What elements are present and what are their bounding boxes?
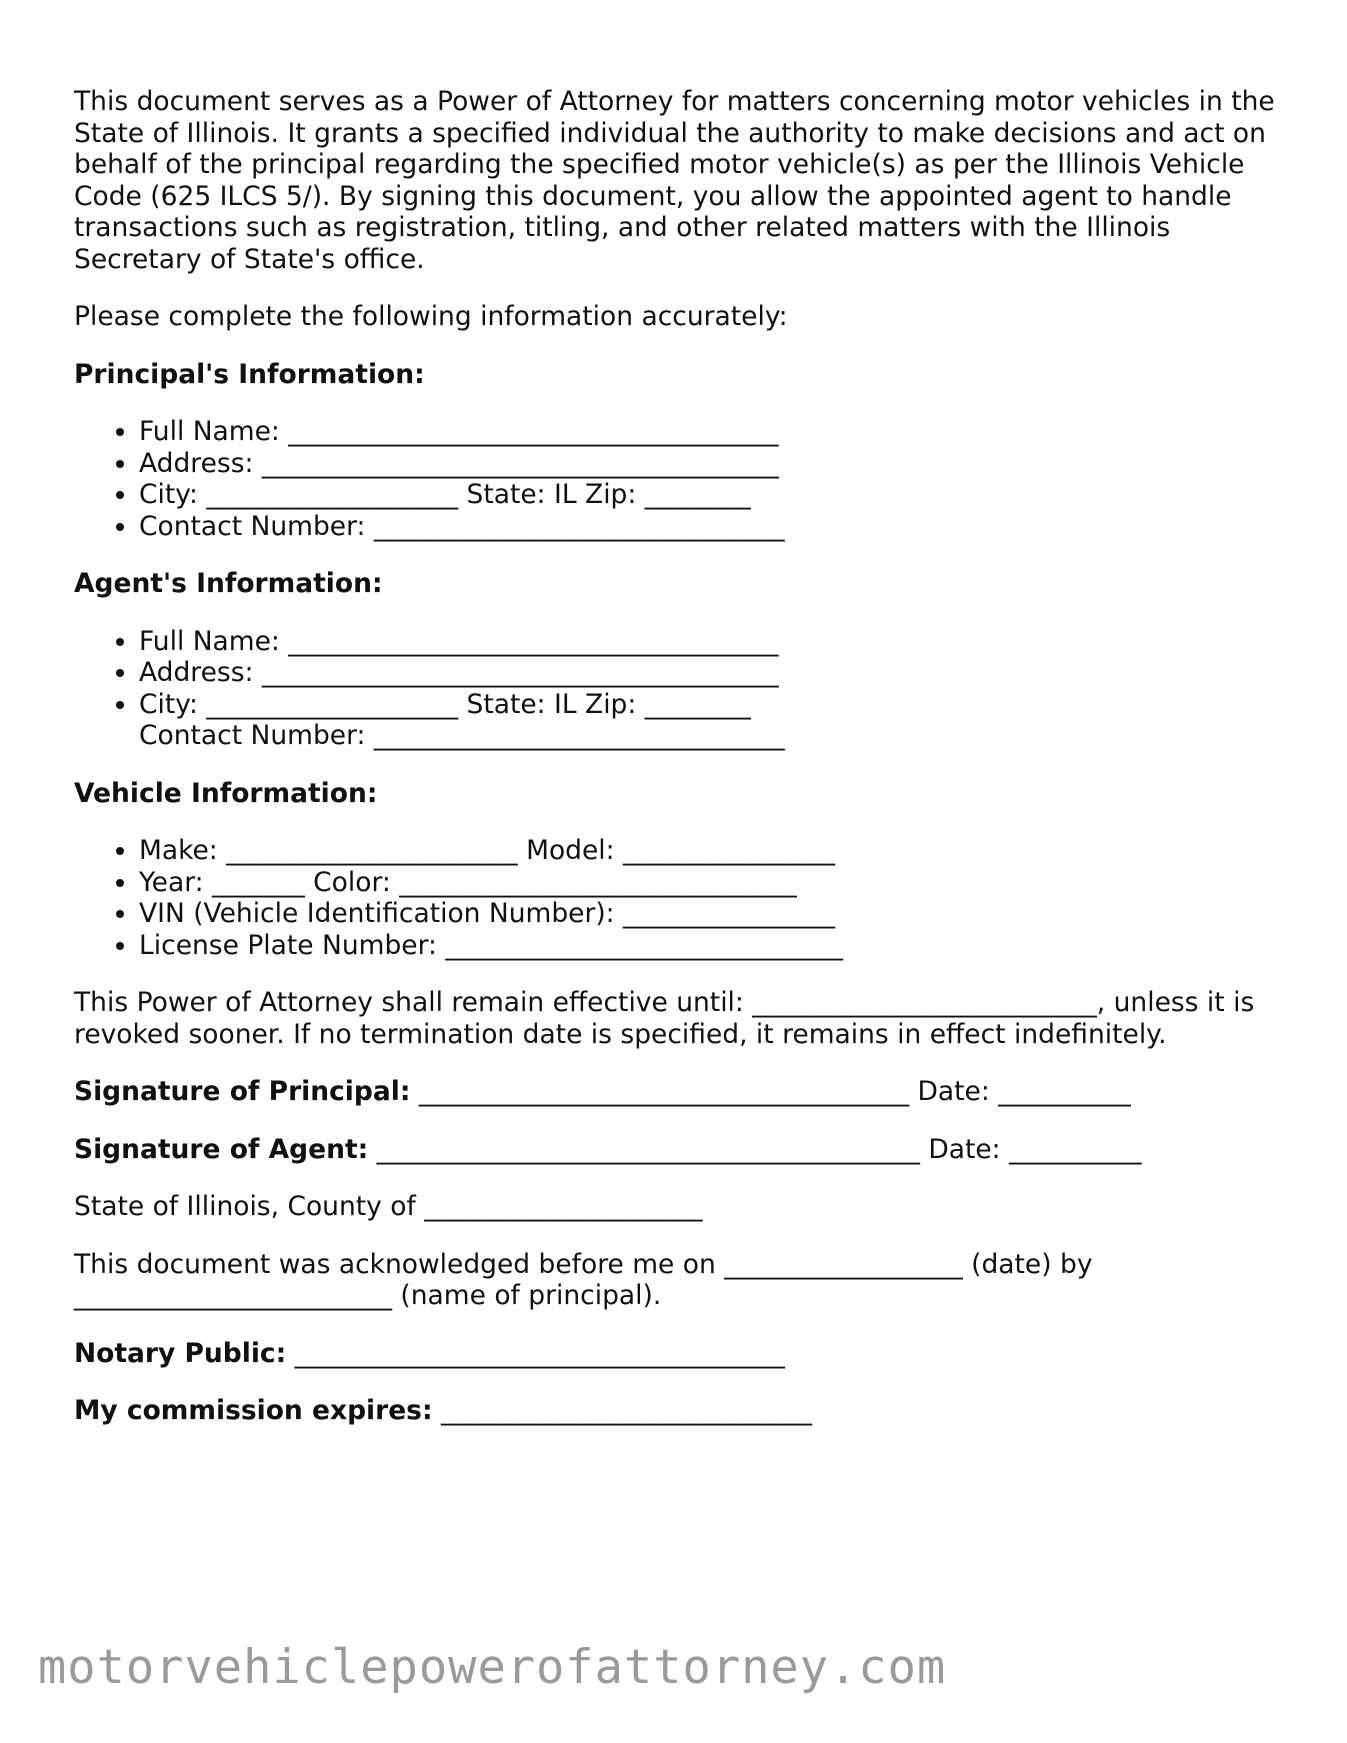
vehicle-info-list — [74, 835, 1289, 961]
agent-address-field: • Address: _______________________________________ — [139, 657, 1289, 689]
intro-paragraph: This document serves as a Power of Attorney for matters concerning motor vehicles in the State of Illinois. It grants a specified individual the authority to make decisions and act on behalf of the principal regarding the specified motor vehicle(s) as per the Illinois Vehicle Code (625 ILCS 5/). By signing this document, you allow the appointed agent to handle transactions such as registration, titling, and other related matters with the Illinois Secretary of State's office. — [74, 86, 1275, 275]
site-watermark: motorvehiclepowerofattorney.com — [38, 1640, 947, 1695]
principal-full-name-field: • Full Name: _____________________________________ — [139, 416, 1289, 448]
agent-signature-label: Signature of Agent: — [74, 1133, 369, 1165]
vehicle-heading: Vehicle Information: — [74, 777, 378, 809]
commission-label: My commission expires: — [74, 1395, 433, 1426]
commission-line — [74, 1395, 1289, 1427]
agent-signature-line — [74, 1134, 1289, 1166]
agent-signature-blank: _________________________________________ Date: __________ — [368, 1133, 1142, 1165]
principal-contact-field: • Contact Number: _______________________________ — [139, 511, 1289, 543]
notary-line — [74, 1338, 1289, 1370]
principal-address-field: • Address: _______________________________________ — [139, 448, 1289, 480]
commission-blank: ____________________________ — [432, 1395, 812, 1426]
principal-signature-label: Signature of Principal: — [74, 1076, 411, 1107]
principal-signature-blank: _____________________________________ Date: __________ — [410, 1076, 1131, 1107]
agent-city-state-zip-field: • City: ___________________ State: IL Zip: ________ — [139, 689, 1289, 721]
instruction-text: Please complete the following information accurately: — [74, 301, 788, 332]
vehicle-year-color-field: • Year: _______ Color: ______________________________ — [139, 867, 1289, 899]
vehicle-vin-field: • VIN (Vehicle Identification Number): ________________ — [139, 898, 1289, 930]
document-body — [74, 86, 1289, 1453]
principal-signature-line — [74, 1076, 1289, 1108]
vehicle-plate-field: • License Plate Number: ______________________________ — [139, 930, 1289, 962]
agent-info-list — [74, 626, 1289, 752]
vehicle-make-model-field: • Make: ______________________ Model: ________________ — [139, 835, 1289, 867]
notary-blank: _____________________________________ — [286, 1337, 785, 1369]
agent-heading: Agent's Information: — [74, 568, 383, 599]
principal-info-list — [74, 416, 1289, 542]
principal-city-state-zip-field: • City: ___________________ State: IL Zip: ________ — [139, 479, 1289, 511]
agent-contact-field: Contact Number: _______________________________ — [139, 720, 785, 751]
agent-full-name-field: • Full Name: _____________________________________ — [139, 626, 1289, 658]
acknowledgment-text: This document was acknowledged before me on __________________ (date) by ________________________ (name of principal). — [74, 1248, 1093, 1311]
effective-clause: This Power of Attorney shall remain effective until: __________________________, unless it is revoked sooner. If no termination date is specified, it remains in effect indefinitely. — [74, 987, 1255, 1050]
notary-label: Notary Public: — [74, 1337, 287, 1369]
county-line: State of Illinois, County of _____________________ — [74, 1191, 703, 1222]
principal-heading: Principal's Information: — [74, 358, 425, 390]
